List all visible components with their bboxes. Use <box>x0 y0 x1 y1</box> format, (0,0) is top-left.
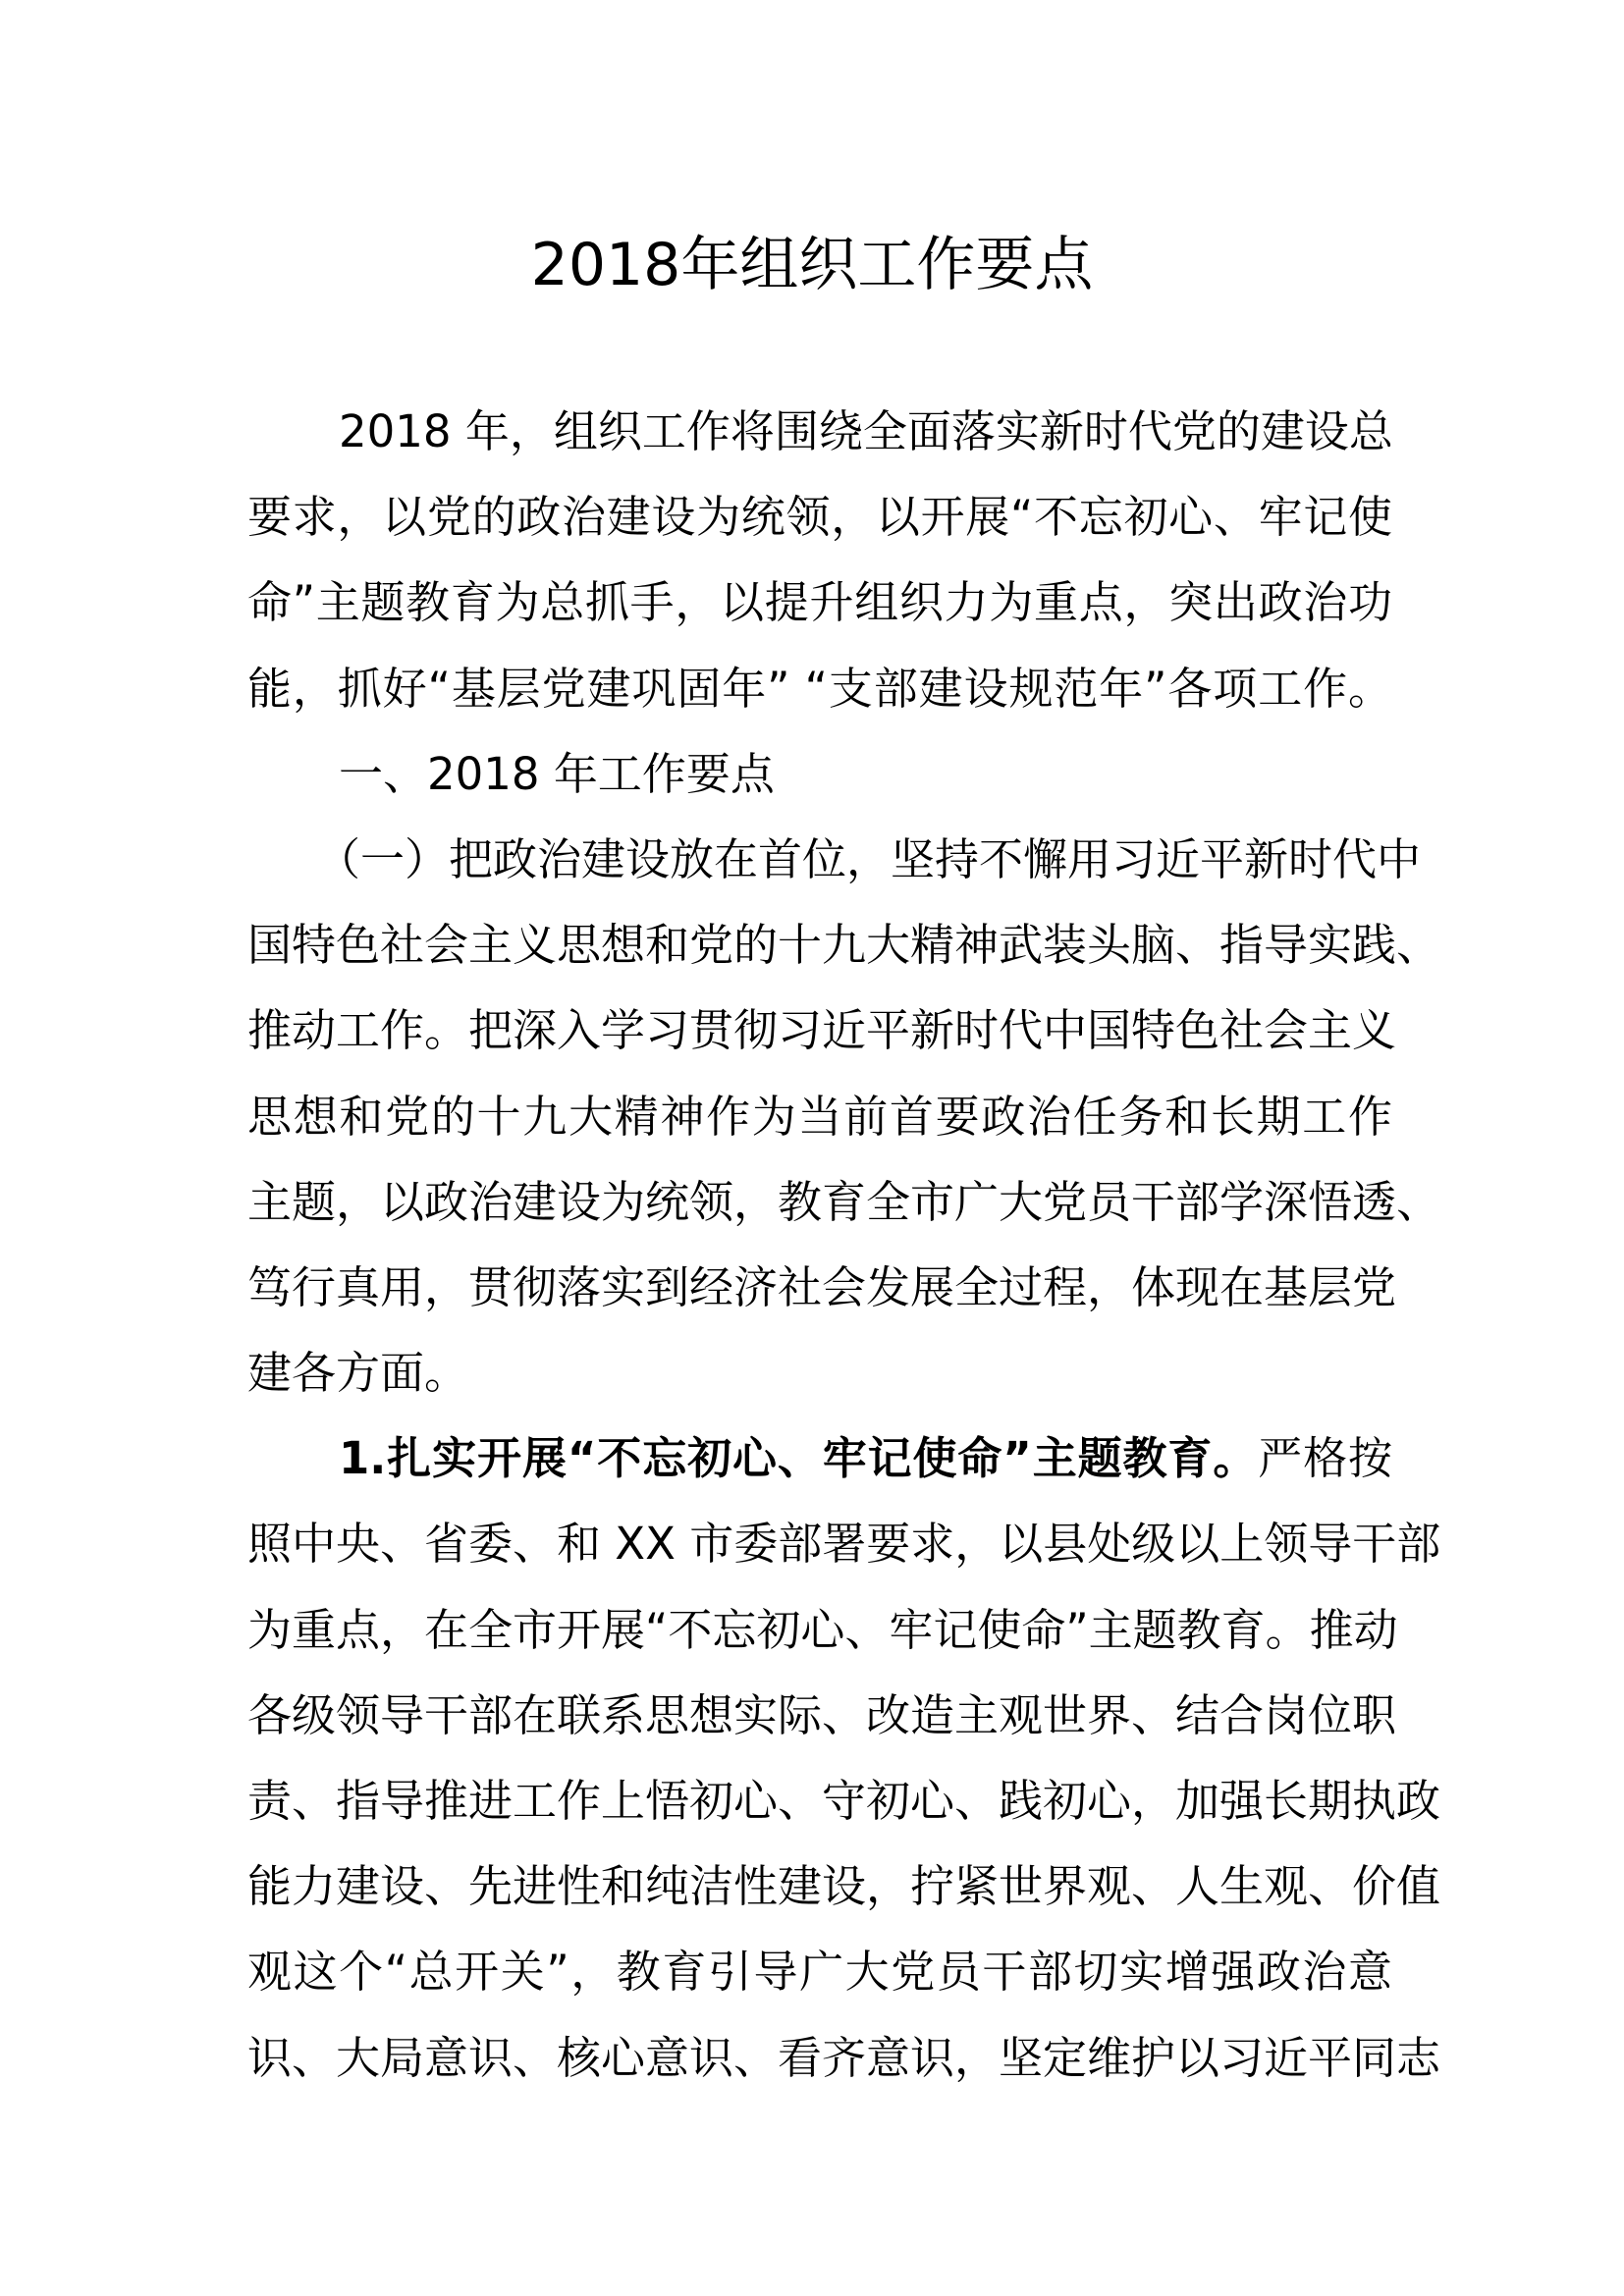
paragraph-line: 观这个“总开关”，教育引导广大党员干部切实增强政治意 <box>247 1946 1392 1999</box>
paragraph-line: 能力建设、先进性和纯洁性建设，拧紧世界观、人生观、价值 <box>247 1860 1441 1913</box>
paragraph-line: 思想和党的十九大精神作为当前首要政治任务和长期工作 <box>247 1090 1392 1143</box>
document-body <box>247 389 1441 2101</box>
paragraph-intro-line: 命”主题教育为总抓手，以提升组织力为重点，突出政治功 <box>247 576 1392 629</box>
subheading-bold: 1.扎实开展“不忘初心、牢记使命”主题教育。 <box>339 1432 1259 1485</box>
paragraph-line: 主题，以政治建设为统领，教育全市广大党员干部学深悟透、 <box>247 1175 1441 1228</box>
paragraph-intro-line: 能，抓好“基层党建巩固年” “支部建设规范年”各项工作。 <box>247 662 1392 715</box>
paragraph-intro-line: 要求，以党的政治建设为统领，以开展“不忘初心、牢记使 <box>247 491 1392 544</box>
paragraph-line: 国特色社会主义思想和党的十九大精神武装头脑、指导实践、 <box>247 919 1441 972</box>
paragraph-intro-line: 2018 年，组织工作将围绕全面落实新时代党的建设总 <box>339 405 1393 457</box>
paragraph-line: 为重点，在全市开展“不忘初心、牢记使命”主题教育。推动 <box>247 1603 1398 1656</box>
paragraph-line: 识、大局意识、核心意识、看齐意识，坚定维护以习近平同志 <box>247 2031 1441 2084</box>
paragraph-line: 各级领导干部在联系思想实际、改造主观世界、结合岗位职 <box>247 1688 1397 1741</box>
paragraph-line: 照中央、省委、和 XX 市委部署要求，以县处级以上领导干部 <box>247 1518 1441 1571</box>
paragraph-line <box>247 1415 1392 1501</box>
paragraph-line: 推动工作。把深入学习贯彻习近平新时代中国特色社会主义 <box>247 1004 1397 1057</box>
paragraph-text: 严格按 <box>1258 1432 1392 1485</box>
paragraph-line: 笃行真用，贯彻落实到经济社会发展全过程，体现在基层党 <box>247 1260 1397 1313</box>
paragraph-line: 责、指导推进工作上悟初心、守初心、践初心，加强长期执政 <box>247 1775 1441 1827</box>
document-title: 2018年组织工作要点 <box>530 231 1094 299</box>
paragraph-line: 建各方面。 <box>247 1347 469 1400</box>
section-heading: 一、2018 年工作要点 <box>339 747 775 800</box>
paragraph-line: （一）把政治建设放在首位，坚持不懈用习近平新时代中 <box>316 832 1422 885</box>
